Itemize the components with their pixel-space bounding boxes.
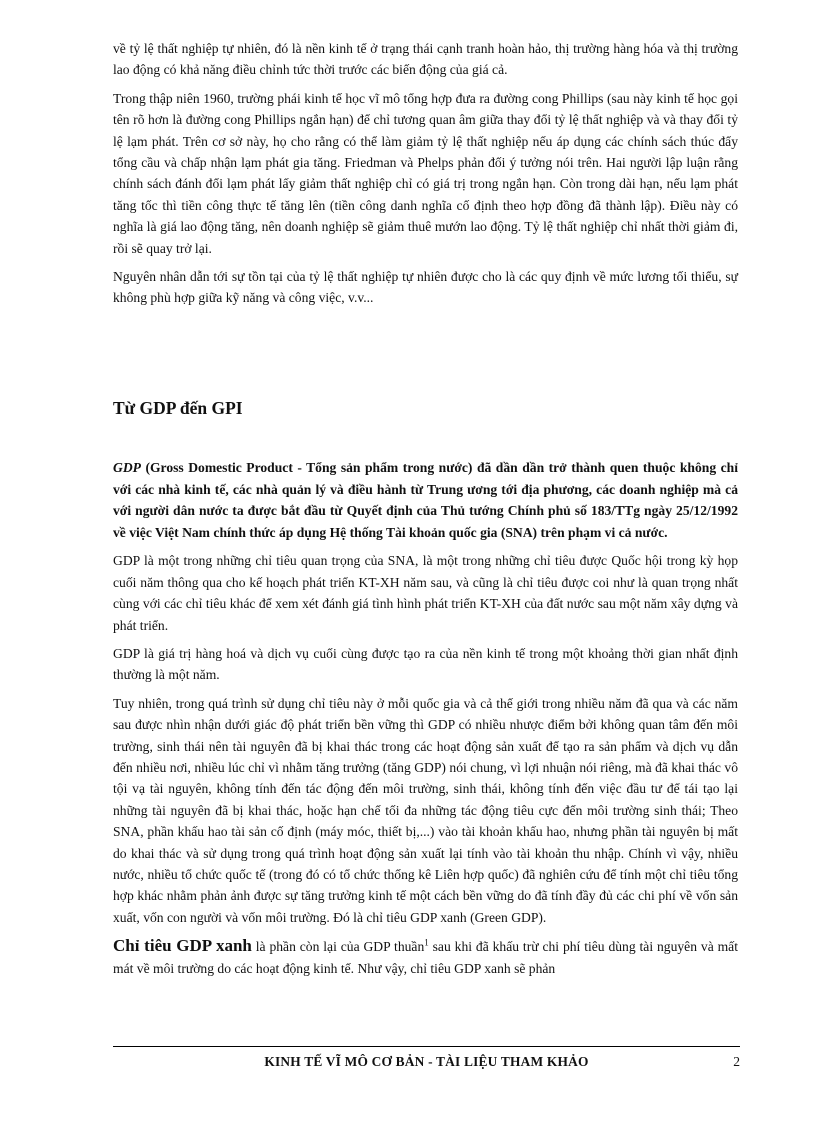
paragraph-causes: Nguyên nhân dẫn tới sự tồn tại của tỷ lệ thất nghiệp tự nhiên được cho là các quy định về mức lương tối thiểu, sự không phù hợp giữa kỹ năng và công việc, v.v... — [113, 269, 738, 306]
page-footer — [113, 1046, 740, 1070]
section-title: Từ GDP đến GPI — [113, 398, 243, 418]
green-gdp-text-2: sau khi đã khấu trừ chi phí tiêu dùng tài nguyên và mất mát về môi trường do các hoạt động kinh tế. Như vậy, chỉ tiêu GDP xanh sẽ phản — [113, 939, 738, 976]
footnote-mark[interactable]: 1 — [424, 937, 429, 948]
lead-term: GDP — [113, 460, 141, 475]
paragraph-gdp-importance: GDP là một trong những chỉ tiêu quan trọng của SNA, là một trong những chỉ tiêu được Quốc hội trong kỳ họp cuối năm thông qua cho kế hoạch phát triển KT-XH năm sau, và cũng là chỉ tiêu được coi như là quan trọng nhất cùng với các chỉ tiêu khác để xem xét đánh giá tình hình phát triển KT-XH của đất nước sau một năm xây dựng và phát triển. — [113, 553, 738, 633]
lead-text: (Gross Domestic Product - Tổng sản phẩm trong nước) đã dần dần trở thành quen thuộc không chỉ với các nhà kinh tế, các nhà quản lý và điều hành từ Trung ương tới địa phương, các doanh nghiệp mà cả với người dân nước ta được bắt đầu từ Quyết định của Thủ tướng Chính phủ số 183/TTg ngày 25/12/1992 về việc Việt Nam chính thức áp dụng Hệ thống Tài khoản quốc gia (SNA) trên phạm vi cả nước. — [113, 460, 738, 540]
footer-title: KINH TẾ VĨ MÔ CƠ BẢN - TÀI LIỆU THAM KHẢO — [264, 1054, 589, 1069]
gdp-section-body — [113, 457, 738, 986]
paragraph-green-gdp — [113, 935, 738, 979]
green-gdp-text-1: là phần còn lại của GDP thuần — [251, 939, 425, 955]
paragraph-natural-unemployment: về tỷ lệ thất nghiệp tự nhiên, đó là nền kinh tế ở trạng thái cạnh tranh hoàn hảo, thị trường hàng hóa và thị trường lao động có khả năng điều chỉnh tức thời trước các biến động của giá cả. — [113, 41, 738, 78]
paragraph-gdp-limitations: Tuy nhiên, trong quá trình sử dụng chỉ tiêu này ở mỗi quốc gia và cả thế giới trong nhiều năm đã qua và các năm sau được nhìn nhận dưới giác độ phát triển bền vững thì GDP có nhiều nhược điểm bởi không quan tâm đến môi trường, sinh thái nên tài nguyên đã bị khai thác trong các hoạt động sản xuất để tạo ra sản phẩm và dịch vụ dẫn đến nhiều nơi, nhiều lúc chỉ vì nhằm tăng trưởng (tăng GDP) nói chung, vì lợi nhuận nói riêng, mà đã khai thác vô tội vạ tài nguyên, không tính đến tác động đến môi trường, sinh thái, không tính đến việc đầu tư để tái tạo lại những tài nguyên đã bị khai thác, hoặc hạn chế tối đa những tác động tiêu cực đến môi trường sinh thái; Theo SNA, phần khấu hao tài sản cố định (máy móc, thiết bị,...) vào tài khoản khấu hao, nhưng phần tài nguyên bị mất do khai thác và sử dụng trong quá trình hoạt động sản xuất lại tính vào tài khoản thu nhập. Chính vì vậy, nhiều nước, nhiều tổ chức quốc tế (trong đó có tổ chức thống kê Liên hợp quốc) đã nghiên cứu để tính một chỉ tiêu tổng hợp khác nhằm phản ảnh được sự tăng trưởng kinh tế một cách bền vững do đã tính đầy đủ các chi phí về vốn sản xuất, vốn con người và vốn môi trường. Đó là chỉ tiêu GDP xanh (Green GDP). — [113, 695, 738, 925]
page-number: 2 — [733, 1054, 740, 1069]
green-gdp-term: Chỉ tiêu GDP xanh — [113, 936, 252, 956]
paragraph-gdp-definition: GDP là giá trị hàng hoá và dịch vụ cuối cùng được tạo ra của nền kinh tế trong một khoảng thời gian nhất định thường là một năm. — [113, 646, 738, 683]
document-page — [113, 38, 738, 976]
lead-paragraph — [113, 457, 738, 543]
paragraph-phillips-curve: Trong thập niên 1960, trường phái kinh tế học vĩ mô tổng hợp đưa ra đường cong Phillips (sau này kinh tế học gọi tên rõ hơn là đường cong Phillips ngắn hạn) để chỉ tương quan âm giữa thay đổi tỷ lệ thất nghiệp và và thay đổi tỷ lệ lạm phát. Trên cơ sở này, họ cho rằng có thể làm giảm tỷ lệ thất nghiệp nếu áp dụng các chính sách thúc đẩy tổng cầu và chấp nhận lạm phát gia tăng. Friedman và Phelps phản đối ý tưởng nói trên. Hai người lập luận rằng chính sách đánh đổi lạm phát lấy giảm thất nghiệp chỉ có giá trị trong ngắn hạn. Còn trong dài hạn, nếu lạm phát tăng tốc thì tiền công thực tế tăng lên (tiền công danh nghĩa cố định theo hợp đồng đã thành lập). Điều này có nghĩa là giá lao động tăng, nên doanh nghiệp sẽ giảm thuê mướn lao động. Tỷ lệ thất nghiệp chỉ nhất thời giảm đi, rồi sẽ quay trở lại. — [113, 90, 738, 256]
